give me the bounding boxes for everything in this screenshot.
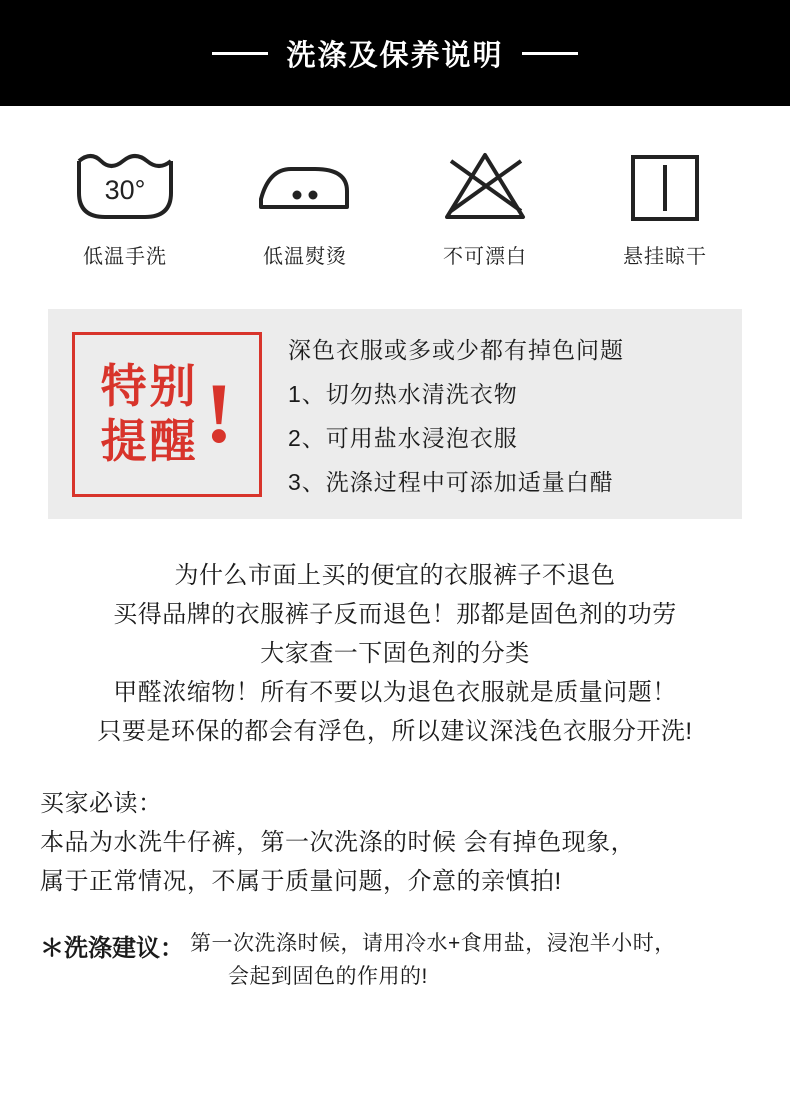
buyer-note-line: 本品为水洗牛仔裤，第一次洗涤的时候 会有掉色现象，	[40, 829, 636, 857]
header-banner	[0, 0, 790, 106]
header-rule-right	[522, 52, 578, 55]
care-instruction-row	[0, 106, 790, 269]
explanation-line: 只要是环保的都会有浮色，所以建议深浅色衣服分开洗!	[97, 717, 693, 745]
wash-advice-line: 会起到固色的作用的!	[228, 964, 428, 988]
low-iron-icon	[251, 142, 359, 232]
buyer-note	[40, 785, 750, 902]
buyer-note-line: 属于正常情况，不属于质量问题，介意的亲慎拍!	[40, 868, 562, 896]
badge-line-1: 特别	[100, 359, 199, 412]
explanation-line: 买得品牌的衣服裤子反而退色！那都是固色剂的功劳	[113, 600, 677, 628]
special-notice-block	[48, 309, 742, 519]
page-title: 洗涤及保养说明	[286, 39, 504, 72]
badge-line-2: 提醒	[100, 415, 199, 467]
care-item-low-iron	[245, 142, 365, 269]
wash-advice	[40, 928, 750, 993]
svg-text:30°: 30°	[104, 175, 146, 205]
wash-advice-body	[190, 928, 676, 993]
hang-dry-icon	[611, 142, 719, 232]
care-label: 不可漂白	[443, 246, 527, 268]
special-notice-badge	[72, 332, 262, 497]
explanation-line: 甲醛浓缩物！所有不要以为退色衣服就是质量问题！	[113, 678, 677, 706]
badge-exclamation: !	[204, 365, 234, 462]
header-inner	[212, 33, 577, 74]
care-item-hand-wash	[65, 142, 185, 269]
care-item-no-bleach	[425, 142, 545, 269]
explanation-line: 大家查一下固色剂的分类	[260, 639, 530, 667]
notice-item: 3、洗涤过程中可添加适量白醋	[288, 468, 614, 495]
special-notice-text	[288, 332, 718, 497]
wash-advice-label: ＊洗涤建议：	[40, 935, 184, 962]
notice-heading: 深色衣服或多或少都有掉色问题	[288, 336, 624, 363]
wash-advice-line: 第一次洗涤时候，请用冷水+食用盐，浸泡半小时，	[190, 932, 676, 955]
notice-item: 1、切勿热水清洗衣物	[288, 380, 518, 407]
care-item-hang-dry	[605, 142, 725, 269]
explanation-line: 为什么市面上买的便宜的衣服裤子不退色	[174, 562, 616, 589]
explanation-paragraph	[30, 557, 760, 751]
badge-text	[101, 359, 199, 469]
care-label: 低温熨烫	[263, 246, 347, 268]
care-label: 悬挂晾干	[623, 246, 707, 268]
no-bleach-icon	[431, 142, 539, 232]
care-label: 低温手洗	[83, 246, 167, 268]
notice-item: 2、可用盐水浸泡衣服	[288, 424, 518, 451]
hand-wash-30-icon	[71, 142, 179, 232]
buyer-note-line: 买家必读：	[40, 790, 163, 818]
header-rule-left	[212, 52, 268, 55]
